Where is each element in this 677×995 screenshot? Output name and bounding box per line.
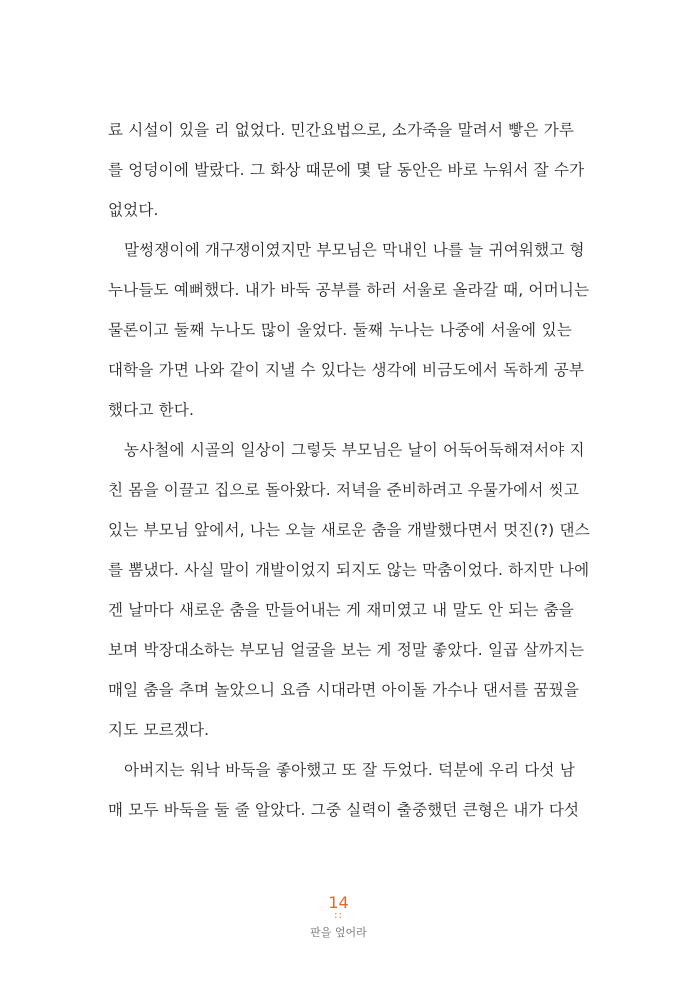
text-line: 농사철에 시골의 일상이 그렇듯 부모님은 날이 어둑어둑해져서야 지 (124, 441, 585, 459)
text-line: 대학을 가면 나와 같이 지낼 수 있다는 생각에 비금도에서 독하게 공부 (108, 361, 585, 379)
footer-separator: :: (334, 910, 343, 921)
text-line: 누나들도 예뻐했다. 내가 바둑 공부를 하러 서울로 올라갈 때, 어머니는 (108, 281, 590, 299)
text-line: 있는 부모님 앞에서, 나는 오늘 새로운 춤을 개발했다면서 멋진(?) 댄스 (108, 521, 590, 539)
page-number: 14 (328, 893, 349, 912)
text-line: 친 몸을 이끌고 집으로 돌아왔다. 저녁을 준비하려고 우물가에서 씻고 (108, 481, 579, 499)
text-line: 없었다. (108, 201, 159, 219)
text-line: 지도 모르겠다. (108, 721, 210, 739)
text-line: 말썽쟁이에 개구쟁이였지만 부모님은 막내인 나를 늘 귀여워했고 형 (124, 241, 585, 259)
text-line: 매 모두 바둑을 둘 줄 알았다. 그중 실력이 출중했던 큰형은 내가 다섯 (108, 801, 580, 819)
text-line: 를 뽐냈다. 사실 말이 개발이었지 되지도 않는 막춤이었다. 하지만 나에 (108, 561, 590, 579)
text-line: 매일 춤을 추며 놀았으니 요즘 시대라면 아이돌 가수나 댄서를 꿈꿨을 (108, 681, 579, 699)
running-title: 판을 엎어라 (310, 926, 367, 939)
text-line: 물론이고 둘째 누나도 많이 울었다. 둘째 누나는 나중에 서울에 있는 (108, 321, 572, 339)
text-line: 했다고 한다. (108, 401, 195, 419)
text-line: 보며 박장대소하는 부모님 얼굴을 보는 게 정말 좋았다. 일곱 살까지는 (108, 641, 585, 659)
text-line: 료 시설이 있을 리 없었다. 민간요법으로, 소가죽을 말려서 빻은 가루 (108, 121, 575, 139)
text-line: 겐 날마다 새로운 춤을 만들어내는 게 재미였고 내 말도 안 되는 춤을 (108, 601, 575, 619)
text-line: 를 엉덩이에 발랐다. 그 화상 때문에 몇 달 동안은 바로 누워서 잘 수가 (108, 161, 585, 179)
text-line: 아버지는 워낙 바둑을 좋아했고 또 잘 두었다. 덕분에 우리 다섯 남 (124, 761, 575, 779)
